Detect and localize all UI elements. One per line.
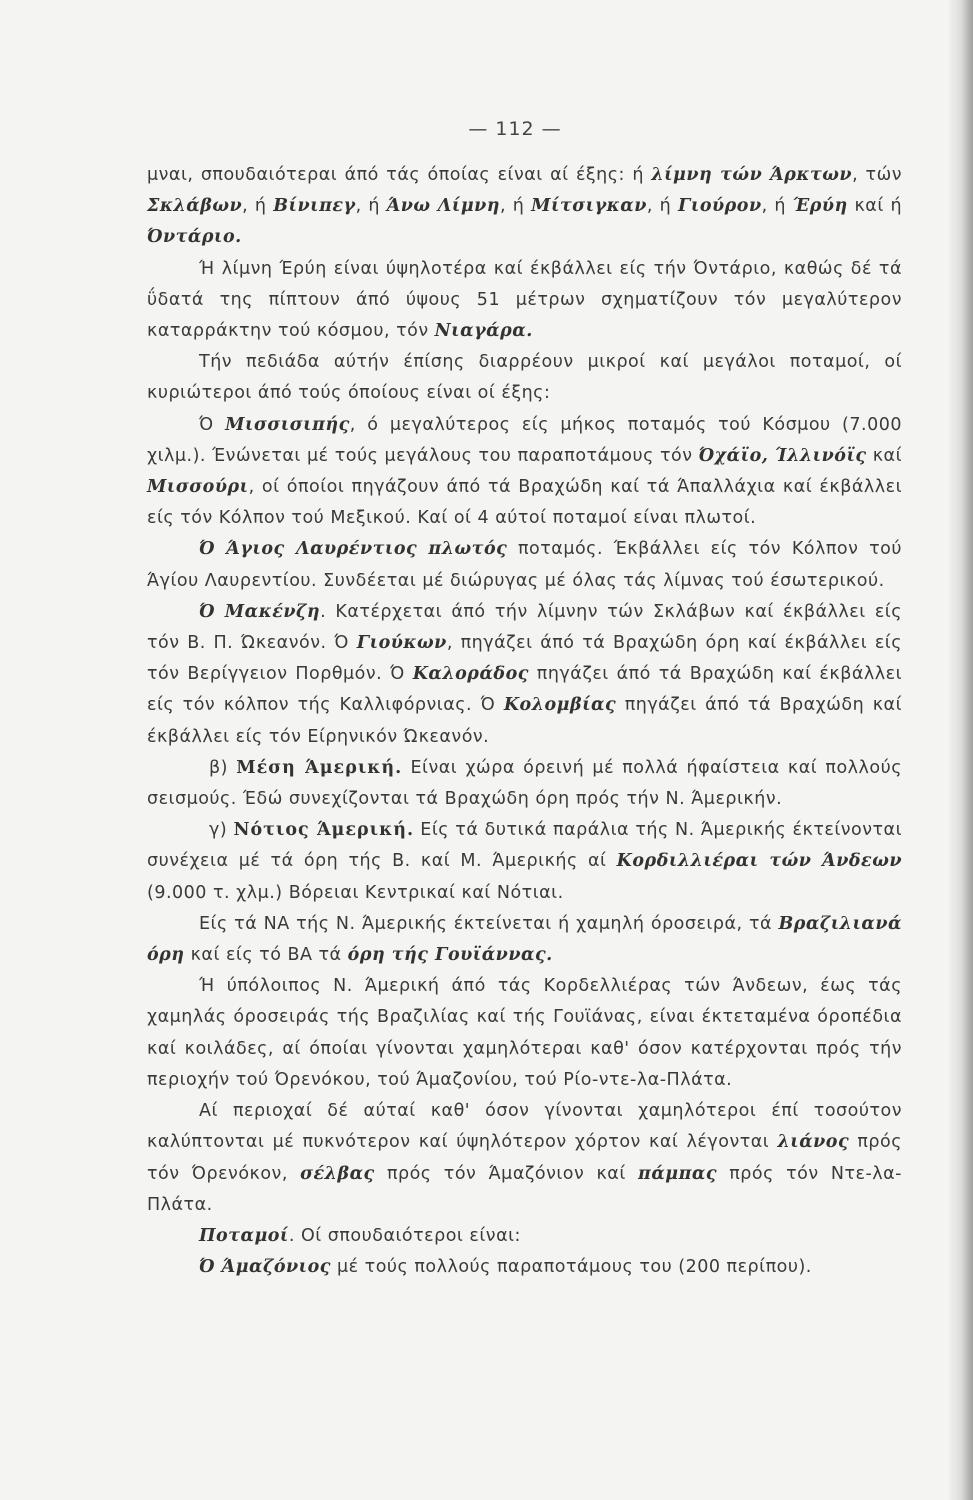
- paragraph-mississippi: Ό Μισσισιπής, ό μεγαλύτερος είς μήκος ποταμός τού Κόσμου (7.000 χιλμ.). Ένώνεται μέ τούς μεγάλους του παραποτάμους τόν Όχάϊο, Ίλλινόϊς καί Μισσούρι, οί όποίοι πηγάζουν άπό τά Βραχώδη καί τά Άπαλλάχια καί έκβάλλει είς τόν Κόλπον τού Μεξικού. Καί οί 4 αύτοί ποταμοί είναι πλωτοί.: [147, 414, 902, 529]
- paragraph-grasslands: Αί περιοχαί δέ αύταί καθ' όσον γίνονται χαμηλότεροι έπί τοσούτον καλύπτονται μέ πυκνότερον καί ύψηλότερον χόρτον καί λέγονται λιάνος πρός τόν Όρενόκον, σέλβας πρός τόν Άμαζόνιον καί πάμπας πρός τόν Ντε-λα-Πλάτα.: [147, 1101, 903, 1215]
- st-lawrence-term: Ό Άγιος Λαυρέντιος πλωτός: [199, 539, 508, 560]
- page-number: — 112 —: [468, 118, 562, 140]
- paragraph-lakes: μναι, σπουδαιότεραι άπό τάς όποίας είναι αί έξης: ή λίμνη τών Άρκτων, τών Σκλάβων, ή Βίνιπεγ, ή Άνω Λίμνη, ή Μίτσιγκαν, ή Γιούρον, ή Έρύη καί ή Όντάριο.: [147, 165, 903, 248]
- page-edge-shadow: [947, 0, 973, 1500]
- lake-superior: Άνω Λίμνη: [386, 196, 501, 217]
- paragraph-rivers-heading: Ποταμοί. Οί σπουδαιότεροι είναι:: [199, 1225, 521, 1246]
- paragraph-central-america: β) Μέση Άμερική. Είναι χώρα όρεινή μέ πολλά ήφαίστεια καί πολλούς σεισμούς. Έδώ συνεχίζονται τά Βραχώδη όρη πρός τήν Ν. Άμερικήν.: [147, 757, 902, 810]
- ohio-illinois-term: Όχάϊο, Ίλλινόϊς: [698, 445, 867, 466]
- paragraph-mackenzie: Ό Μακένζη. Κατέρχεται άπό τήν λίμνην τών Σκλάβων καί έκβάλλει είς τόν Β. Π. Ώκεανόν. Ό Γιούκων, πηγάζει άπό τά Βραχώδη όρη καί έκβάλλει είς τόν Βερίγγειον Πορθμόν. Ό Καλοράδος πηγάζει άπό τά Βραχώδη καί έκβάλλει είς τόν κόλπον τής Καλλιφόρνιας. Ό Κολομβίας πηγάζει άπό τά Βραχώδη καί έκβάλλει είς τόν Είρηνικόν Ώκεανόν.: [147, 601, 903, 747]
- lake-ontario: Όντάριο.: [147, 227, 242, 248]
- south-america-heading: Νότιος Άμερική.: [233, 820, 415, 841]
- paragraph-st-lawrence: Ό Άγιος Λαυρέντιος πλωτός ποταμός. Έκβάλλει είς τόν Κόλπον τού Άγίου Λαυρεντίου. Συνδέεται μέ διώρυγας μέ όλας τάς λίμνας τού έσωτερικού.: [147, 539, 902, 591]
- guiana-highlands-term: όρη τής Γουϊάννας.: [347, 945, 553, 966]
- yukon-term: Γιούκων: [356, 633, 447, 654]
- lake-arktoi: λίμνη τών Άρκτων: [651, 165, 853, 185]
- paragraph-niagara: Ή λίμνη Έρύη είναι ύψηλοτέρα καί έκβάλλει είς τήν Όντάριο, καθώς δέ τά ΰδατά της πίπτουν άπό ύψους 51 μέτρων σχηματίζουν τόν μεγαλύτερον καταρράκτην τού κόσμου, τόν Νιαγάρα.: [147, 258, 902, 342]
- colorado-term: Καλοράδος: [412, 664, 529, 685]
- columbia-term: Κολομβίας: [503, 695, 617, 716]
- mackenzie-term: Ό Μακένζη: [199, 601, 321, 622]
- andes-term: Κορδιλλιέραι τών Άνδεων: [616, 851, 902, 872]
- lake-sklavoi: Σκλάβων: [147, 196, 243, 217]
- missouri-term: Μισσούρι: [147, 477, 249, 498]
- mississippi-term: Μισσισιπής: [225, 414, 350, 435]
- selvas-term: σέλβας: [300, 1163, 375, 1184]
- lake-michigan: Μίτσιγκαν: [531, 196, 647, 217]
- pampas-term: πάμπας: [638, 1163, 718, 1184]
- brazilian-highlands-term: Βραζιλιανά όρη: [147, 913, 902, 966]
- paragraph-plateaus: Ή ύπόλοιπος Ν. Άμερική άπό τάς Κορδελλιέρας τών Άνδεων, έως τάς χαμηλάς όροσειράς τής Βραζιλίας καί τής Γουϊάνας, είναι έκτεταμένα όροπέδια καί κοιλάδες, αί όποίαι γίνονται χαμηλότεραι καθ' όσον κατέρχονται πρός τήν περιοχήν τού Όρενόκου, τού Άμαζονίου, τού Ρίο-ντε-λα-Πλάτα.: [147, 976, 902, 1090]
- rivers-heading: Ποταμοί: [199, 1225, 289, 1246]
- body-text: [147, 160, 902, 1283]
- paragraph-rivers-intro: Τήν πεδιάδα αύτήν έπίσης διαρρέουν μικροί καί μεγάλοι ποταμοί, οί κυριώτεροι άπό τούς όποίους είναι οί έξης:: [147, 352, 902, 404]
- niagara-term: Νιαγάρα.: [434, 321, 533, 342]
- paragraph-south-america: γ) Νότιος Άμερική. Είς τά δυτικά παράλια τής Ν. Άμερικής έκτείνονται συνέχεια μέ τά όρη τής Β. καί Μ. Άμερικής αί Κορδιλλιέραι τών Άνδεων (9.000 τ. χλμ.) Βόρειαι Κεντρικαί καί Νότιαι.: [147, 820, 902, 903]
- lake-winnipeg: Βίνιπεγ: [273, 196, 356, 217]
- central-america-heading: Μέση Άμερική.: [236, 757, 403, 778]
- amazon-term: Ό Άμαζόνιος: [199, 1257, 331, 1278]
- llanos-term: λιάνος: [777, 1132, 850, 1153]
- lake-huron: Γιούρον: [677, 196, 762, 217]
- paragraph-amazon: Ό Άμαζόνιος μέ τούς πολλούς παραποτάμους του (200 περίπου).: [199, 1257, 812, 1278]
- paragraph-brazil-highlands: Είς τά ΝΑ τής Ν. Άμερικής έκτείνεται ή χαμηλή όροσειρά, τά Βραζιλιανά όρη καί είς τό ΒΑ τά όρη τής Γουϊάννας.: [147, 913, 902, 966]
- lake-erie: Έρύη: [792, 196, 848, 217]
